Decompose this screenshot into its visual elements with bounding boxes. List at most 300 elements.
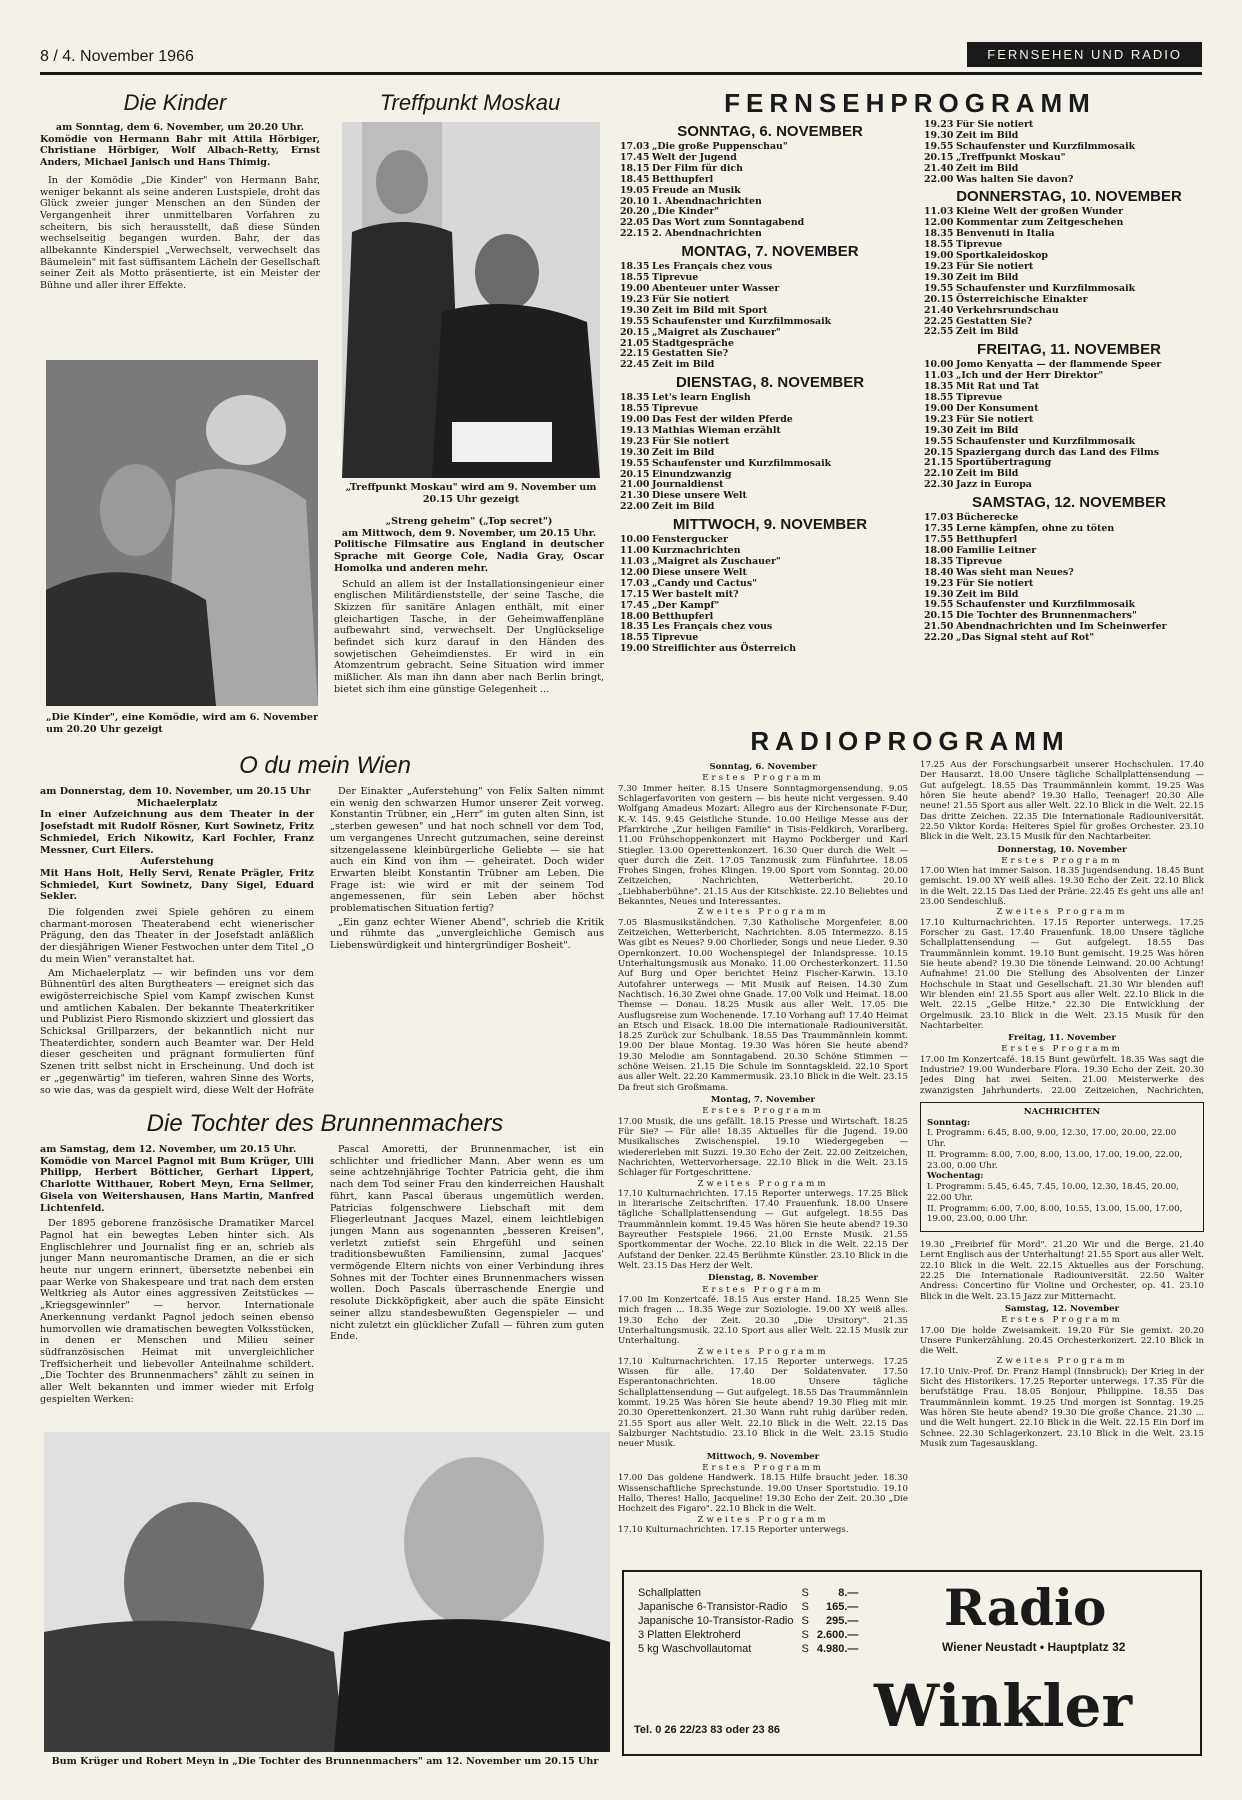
- wien-credits2: Mit Hans Holt, Helly Servi, Renate Prägler, Fritz Schmiedel, Kurt Sowinetz, Dany Sigel, Eduard Sekler.: [40, 867, 314, 903]
- tv-program-title: Tiprevue: [652, 632, 699, 644]
- tv-program-item: [620, 328, 920, 339]
- tv-program-time: 22.20: [924, 632, 954, 644]
- radio-program-text: 17.00 Im Konzertcafé. 18.15 Bunt gewürfelt. 18.35 Was sagt die Industrie? 19.00 Wunderbare Flora. 19.30 Echo der Zeit. 20.30 Jedes Ding hat zwei Seiten. 21.00 Meisterwerke des zwanzigsten Jahrhunderts. 22.00 Zeitzeichen, Nachrichten,: [920, 1054, 1204, 1096]
- tv-program-time: 21.00: [620, 479, 650, 491]
- tv-program-item: [924, 295, 1214, 306]
- tv-program-time: 11.03: [924, 370, 954, 382]
- die-kinder-caption: „Die Kinder", eine Komödie, wird am 6. November um 20.20 Uhr gezeigt: [46, 712, 318, 735]
- radio-column-1: [618, 760, 908, 1550]
- tv-program-time: 18.40: [924, 566, 954, 578]
- radio-program-label: Erstes Programm: [1001, 1044, 1123, 1055]
- tochter-dateline: am Samstag, dem 12. November, um 20.15 Uhr.: [40, 1144, 297, 1155]
- tv-program-time: 18.00: [924, 544, 954, 556]
- tv-program-time: 19.23: [620, 435, 650, 447]
- tv-program-time: 19.30: [924, 129, 954, 141]
- tv-program-time: 19.30: [924, 424, 954, 436]
- tv-program-item: [620, 317, 920, 328]
- radio-column-2: [920, 760, 1204, 1096]
- ad-row: 3 Platten Elektroherd S 2.600.—: [638, 1629, 859, 1641]
- tv-program-title: „Der Kampf": [652, 599, 720, 611]
- tv-program-time: 22.15: [620, 348, 650, 360]
- tv-program-item: [924, 175, 1214, 186]
- tv-program-title: Zeit im Bild: [956, 588, 1019, 600]
- tochter-article-col1: [40, 1144, 314, 1424]
- radio-program-text: 17.10 Kulturnachrichten. 17.15 Reporter unterwegs.: [618, 1524, 849, 1535]
- tochter-article-col2: [330, 1144, 604, 1424]
- tv-program-title: „Ich und der Herr Direktor": [956, 370, 1104, 382]
- tochter-photo: [44, 1432, 610, 1752]
- tv-program-time: 20.15: [924, 610, 954, 622]
- tv-program-time: 12.00: [924, 217, 954, 229]
- tv-program-title: Zeit im Bild mit Sport: [652, 304, 768, 316]
- tv-program-item: [924, 437, 1214, 448]
- tv-program-time: 18.15: [620, 162, 650, 174]
- tv-program-time: 21.15: [924, 457, 954, 469]
- tv-program-list: [924, 360, 1214, 491]
- ad-row: Japanische 10-Transistor-Radio S 295.—: [638, 1615, 859, 1627]
- radio-program-text: 17.00 Das goldene Handwerk. 18.15 Hilfe braucht jeder. 18.30 Wissenschaftliche Sprechstunde. 19.00 Unser Sportstudio. 19.10 Hallo, Theres! Hallo, Jacqueline! 19.30 Echo der Zeit. 20.30 „Die Hochzeit des Figaro". 22.10 Blick in die Welt.: [618, 1473, 908, 1515]
- tv-program-time: 18.35: [620, 392, 650, 404]
- treffpunkt-caption: „Treffpunkt Moskau" wird am 9. November um 20.15 Uhr gezeigt: [345, 482, 597, 505]
- radio-day-heading: Mittwoch, 9. November: [706, 1451, 820, 1462]
- tv-program-title: Streiflichter aus Österreich: [652, 643, 797, 655]
- radio-program-text: 17.00 Wien hat immer Saison. 18.35 Jugendsendung. 18.45 Bunt gemischt. 19.00 XY weiß alles. 19.30 Echo der Zeit. 22.10 Blick in die Welt. 22.15 Das Lied der Prärie. 22.45 Es geht uns alle an! 23.00 Sendeschluß.: [920, 866, 1204, 908]
- tv-program-title: Welt der Jugend: [652, 151, 737, 163]
- nachrichten-line: I. Programm: 6.45, 8.00, 9.00, 12.30, 17.00, 20.00, 22.00 Uhr.: [927, 1128, 1177, 1150]
- radio-program-label: Zweites Programm: [996, 1356, 1128, 1367]
- tv-program-title: Mit Rat und Tat: [956, 381, 1040, 393]
- tv-program-item: [924, 327, 1214, 338]
- tv-program-title: 1. Abendnachrichten: [652, 195, 762, 207]
- tv-program-time: 22.05: [620, 217, 650, 229]
- tv-program-time: 22.25: [924, 315, 954, 327]
- tv-program-title: Zeit im Bild: [956, 424, 1019, 436]
- tv-program-title: „Maigret als Zuschauer": [652, 326, 781, 338]
- tv-day-heading: DIENSTAG, 8. NOVEMBER: [675, 374, 865, 392]
- tv-program-title: Abendnachrichten und Im Scheinwerfer: [956, 621, 1167, 633]
- tv-program-time: 21.40: [924, 304, 954, 316]
- tv-program-title: Betthupferl: [652, 173, 714, 185]
- tv-program-time: 19.30: [924, 271, 954, 283]
- tv-program-title: Der Film für dich: [652, 162, 743, 174]
- tv-program-time: 19.55: [924, 140, 954, 152]
- tv-program-title: Zeit im Bild: [652, 359, 715, 371]
- tv-program-time: 17.35: [924, 523, 954, 535]
- tv-program-title: Der Konsument: [956, 402, 1039, 414]
- tv-column-2: [924, 120, 1214, 710]
- wien-dateline: am Donnerstag, dem 10. November, um 20.15 Uhr: [40, 786, 311, 797]
- nachrichten-line: I. Programm: 5.45, 6.45, 7.45, 10.00, 12.30, 18.45, 20.00, 22.00 Uhr.: [927, 1182, 1179, 1203]
- radio-program-label: Erstes Programm: [1001, 1315, 1123, 1326]
- radio-program-text: 17.10 Univ.-Prof. Dr. Franz Hampl (Innsbruck): Der Krieg in der Sicht des Historikers. 17.25 Reporter unterwegs. 17.35 Für die berufstätige Frau. 18.05 Bonjour, Philippine. 18.55 Das Traummännlein kommt. 19.25 Und morgen ist Sonntag. 19.25 Was hören Sie heute abend? 19.30 Die große Chance. 21.30 ... und die Welt hungert. 22.10 Blick in die Welt. 22.15 Ein Dorf im Schnee. 22.30 Schlagerkonzert. 23.10 Blick in die Welt. 23.15 Musik zum Tagesausklang.: [920, 1366, 1204, 1449]
- tv-program-title: Let's learn English: [652, 392, 751, 404]
- wien-sub1: Michaelerplatz: [136, 797, 218, 809]
- tv-program-item: [620, 229, 920, 240]
- nachrichten-line: II. Programm: 6.00, 7.00, 8.00, 10.55, 13.00, 15.00, 17.00, 19.00, 23.00, 0.00 Uhr.: [927, 1203, 1183, 1225]
- tv-program-item: [620, 590, 920, 601]
- tv-program-time: 19.00: [924, 402, 954, 414]
- radio-program-text: 17.00 Musik, die uns gefällt. 18.15 Presse und Wirtschaft. 18.25 Für Sie? — Für alle! 18.35 Aktuelles für die Jugend. 19.00 Musikalisches Zwischenspiel. 19.10 Wiedergegeben — wiedererleben mit Suzzi. 19.30 Echo der Zeit. 22.00 Zeitzeichen, Nachrichten, Wettervorhersage. 22.10 Blick in die Welt. 23.15 Schlager für Fortgeschrittene.: [618, 1116, 908, 1179]
- tv-program-title: Das Wort zum Sonntagabend: [652, 217, 805, 229]
- tv-program-title: Schaufenster und Kurzfilmmosaik: [956, 435, 1136, 447]
- treffpunkt-headline: Treffpunkt Moskau: [379, 90, 561, 115]
- tv-day-heading: SONNTAG, 6. NOVEMBER: [677, 123, 863, 140]
- radio-program-label: Zweites Programm: [697, 907, 829, 918]
- radio-program-text: 17.00 Im Konzertcafé. 18.15 Aus erster Hand. 18.25 Wenn Sie mich fragen ... 18.35 Wege zur Soziologie. 19.00 XY weiß alles. 19.30 Echo der Zeit. 20.30 „Die Ursitory". 21.35 Unterhaltungsmusik. 22.10 Sport aus aller Welt. 22.15 Musik zur Unterhaltung.: [618, 1294, 908, 1347]
- tv-program-title: „Candy und Cactus": [652, 577, 758, 589]
- tv-program-title: Familie Leitner: [956, 544, 1037, 556]
- treffpunkt-photo: [342, 122, 600, 478]
- tv-program-time: 22.45: [620, 359, 650, 371]
- tv-program-time: 20.15: [924, 446, 954, 458]
- radio-program-text: 19.30 „Freibrief für Mord". 21.20 Wir und die Berge. 21.40 Lernt Englisch aus der Unterhaltung! 21.55 Sport aus aller Welt. 22.10 Blick in die Welt. 22.15 Aktuelles aus der Forschung. 22.25 Die Internationale Radiouniversität. 22.50 Walter Andress: Concertino für Violine und Orchester, op. 41. 23.10 Blick in die Welt. 23.15 Jazz zur Mitternacht.: [920, 1240, 1204, 1302]
- die-kinder-dateline: am Sonntag, dem 6. November, um 20.20 Uhr.: [55, 122, 305, 133]
- radio-day-heading: Samstag, 12. November: [1004, 1303, 1120, 1314]
- die-kinder-credits: Komödie von Hermann Bahr mit Attila Hörbiger, Christiane Hörbiger, Wolf Albach-Retty, Ernst Anders, Michael Janisch und Hans Thimig.: [40, 133, 320, 169]
- tochter-body1: Der 1895 geborene französische Dramatiker Marcel Pagnol hat ein bewegtes Leben hinter sich. Als Englischlehrer und Journalist fing er an, schrieb als junger Mann neuromantische Dramen, an die er sich heute nur ungern erinnert, übersetzte nebenbei ein paar Werke von Shakespeare und trat nach dem ersten Weltkrieg als Autor eines aggressiven Zeitstückes — „Kriegsgewinnler" — hervor. Internationale Anerkennung verdankt Pagnol jedoch seinen ebenso humorvollen wie dramatischen bewegten Volksstücken, in denen er Menschen und Milieu seiner südfranzösischen Heimat mit unvergleichlicher Treffsicherheit und liebevoller Anteilnahme schildert. „Die Tochter des Brunnenmachers" zählt zu seinen in aller Welt bekannten und immer wieder mit Erfolg gespielten Werken:: [40, 1218, 314, 1405]
- tv-day-heading: FREITAG, 11. NOVEMBER: [977, 341, 1161, 359]
- tv-program-title: Schaufenster und Kurzfilmmosaik: [652, 315, 832, 327]
- tv-program-time: 18.55: [924, 392, 954, 404]
- tv-program-title: Zeit im Bild: [652, 446, 715, 458]
- tv-column-1: [620, 120, 920, 710]
- tv-program-title: Für Sie notiert: [956, 413, 1034, 425]
- tv-program-title: Journaldienst: [652, 479, 724, 491]
- radio-program-label: Erstes Programm: [702, 773, 824, 784]
- tv-program-item: [620, 502, 920, 513]
- tv-program-time: 19.00: [620, 643, 650, 655]
- tv-program-item: [924, 579, 1214, 590]
- tv-program-time: 18.35: [924, 381, 954, 393]
- tv-program-item: [924, 153, 1214, 164]
- radio-day-heading: Freitag, 11. November: [1008, 1033, 1116, 1044]
- tv-program-title: Jazz in Europa: [956, 479, 1032, 491]
- tv-program-time: 22.55: [924, 326, 954, 338]
- tv-program-list: [620, 393, 920, 513]
- header-rule: [40, 72, 1202, 75]
- tv-program-title: Diese unsere Welt: [652, 566, 747, 578]
- tv-program-time: 20.10: [620, 195, 650, 207]
- ad-brand-radio: Radio: [944, 1578, 1107, 1637]
- radio-program-text: 17.25 Aus der Forschungsarbeit unserer Hochschulen. 17.40 Der Hausarzt. 18.00 Unsere tägliche Schallplattensendung — Gut aufgelegt. 18.55 Das Traummännlein kommt. 19.25 Was hören Sie heute abend? 19.30 Hallo, Teenager! 20.30 Alle neune! 21.55 Sport aus aller Welt. 22.10 Blick in die Welt. 22.15 Das dritte Zeichen. 22.35 Die Internationale Radiouniversität. 22.50 Viktor Korda: Heiteres Spiel für großes Orchester. 23.10 Blick in die Welt. 23.15 Musik für den Nachtarbeiter.: [920, 760, 1204, 843]
- wien-sub2: Auferstehung: [140, 856, 214, 868]
- tv-program-time: 18.55: [620, 403, 650, 415]
- tv-program-title: Für Sie notiert: [652, 435, 730, 447]
- tochter-body2: Pascal Amoretti, der Brunnenmacher, ist ein schlichter und friedlicher Mann. Aber wenn es um seine achtzehnjährige Tochter Patricia geht, die ihm nach dem Tod seiner Frau den kinderreichen Haushalt führt, kann Pascal überaus ungemütlich werden. Patricias folgenschwere Liebschaft mit dem Fliegerleutnant Jacques Mazel, einem leichtlebigen jungen Mann aus sogenannten „besseren Kreisen", verletzt zutiefst sein Ehrgefühl und seinen traditionsbewußten Familiensinn, zumal Jacques' vermögende Eltern nichts von einer Verbindung ihres Sohnes mit der Tochter eines Brunnenmachers wissen wollen. Doch Pascals überraschende Energie und resolute Dickköpfigkeit, aber auch die späte Einsicht seiner allzu standesbewußten Gegenspieler — und nicht zuletzt ein glücklicher Zufall — führen zum guten Ende.: [330, 1144, 604, 1343]
- radio-program-text: 7.30 Immer heiter. 8.15 Unsere Sonntagmorgensendung. 9.05 Schlagerfavoriten von gestern — bis heute nicht vergessen. 9.40 Wolfgang Amadeus Mozart: Allegro aus der Kirchensonate F-Dur, K.-V. 145. 9.45 Geistliche Stunde. 10.00 Heilige Messe aus der Pfarrkirche „Zur heiligen Familie" in Tisis-Feldkirch, Vorarlberg. 11.00 Frühschoppenkonzert mit Haymo Pockberger und Karl Stiegler. 13.00 Operettenkonzert. 16.30 Quer durch die Welt — quer durch die Zeit. 17.05 Tanzmusik zum Fünfuhrtee. 18.05 Frohes Singen, frohes Klingen. 19.00 Sport vom Sonntag. 20.00 Zeitzeichen, Nachrichten, Wetterbericht. 20.10 „Liebhaberbühne". 21.15 Aus der Kitschkiste. 22.10 Beliebtes und Bekanntes, Neues und Interessantes.: [618, 783, 908, 908]
- tv-program-time: 18.35: [620, 261, 650, 273]
- tv-program-time: 20.20: [620, 206, 650, 218]
- tv-program-title: Tiprevue: [956, 239, 1003, 251]
- tv-program-time: 21.50: [924, 621, 954, 633]
- ad-address: Wiener Neustadt • Hauptplatz 32: [942, 1640, 1126, 1654]
- tv-program-time: 18.35: [620, 621, 650, 633]
- tv-program-title: Mathias Wieman erzählt: [652, 424, 781, 436]
- tv-program-title: Freude an Musik: [652, 184, 741, 196]
- tv-program-time: 22.10: [924, 468, 954, 480]
- tv-program-title: Zeit im Bild: [956, 468, 1019, 480]
- nachrichten-line: II. Programm: 8.00, 7.00, 8.00, 13.00, 17.00, 19.00, 22.00, 23.00, 0.00 Uhr.: [927, 1149, 1183, 1171]
- tv-program-item: [620, 175, 920, 186]
- radio-program-text: 17.10 Kulturnachrichten. 17.15 Reporter unterwegs. 17.25 Forscher zu Gast. 17.40 Frauenfunk. 18.00 Unsere tägliche Schallplattensendung — Gut aufgelegt. 18.55 Das Traummännlein kommt. 19.10 Bunt gemischt. 19.25 Was hören Sie heute abend? 19.30 Die tönende Leinwand. 20.00 Achtung! Aufnahme! 21.00 Die Stellung des Absolventen der Linzer Hochschule in Staat und Gesellschaft. 21.30 Wir blenden auf! Wir blenden ein! 21.55 Sport aus aller Welt. 22.10 Blick in die Welt. 22.15 „Gelbe Hitze." 22.30 Die Entwicklung der Orgelmusik. 23.10 Blick in die Welt. 23.15 Musik für den Nachtarbeiter.: [920, 917, 1204, 1031]
- tv-program-title: Bücherecke: [956, 512, 1019, 524]
- tv-program-time: 22.00: [924, 173, 954, 185]
- radio-day-heading: Donnerstag, 10. November: [997, 844, 1127, 855]
- treffpunkt-credits: Politische Filmsatire aus England in deutscher Sprache mit George Cole, Nadia Gray, Oscar Homolka und anderen mehr.: [334, 539, 604, 574]
- tochter-credits: Komödie von Marcel Pagnol mit Bum Krüger, Ulli Philipp, Herbert Bötticher, Gerhart Lippert, Charlotte Witthauer, Robert Meyn, Erna Sellmer, Gisela von Weitershausen, Hans Martin, Manfred Lichtenfeld.: [40, 1155, 314, 1214]
- tv-program-title: Was sieht man Neues?: [956, 566, 1074, 578]
- wien-article-col1: [40, 786, 314, 1096]
- tv-program-title: „Das Signal steht auf Rot": [956, 632, 1095, 644]
- treffpunkt-article: [334, 516, 604, 742]
- tv-program-time: 19.30: [620, 446, 650, 458]
- tv-program-title: Les Français chez vous: [652, 621, 773, 633]
- tv-program-title: Zeit im Bild: [956, 326, 1019, 338]
- radio-column-2b: [920, 1240, 1204, 1550]
- ad-phone: Tel. 0 26 22/23 83 oder 23 86: [634, 1724, 780, 1736]
- tv-program-time: 19.23: [924, 120, 954, 130]
- tv-program-time: 19.55: [924, 435, 954, 447]
- nachrichten-line: Wochentag:: [927, 1171, 984, 1182]
- tv-day-heading: MITTWOCH, 9. NOVEMBER: [672, 516, 868, 534]
- treffpunkt-body: Schuld an allem ist der Installationsingenieur einer englischen Militärdienststelle, der seine Tasche, die Skizzen für sanitäre Anlagen enthält, mit einer gleichartigen Tasche, in der Geheimwaffenpläne aufbewahrt sind, verwechselt. Der Unglückselige befindet sich kurz darauf in den Händen des sowjetischen Geheimdienstes. Er wird in ein Atomzentrum gebracht. Seine Situation wird immer mißlicher. Als man ihn dann aber nach Berlin bringt, bietet sich ihm eine günstige Gelegenheit ...: [334, 578, 604, 695]
- die-kinder-article: [40, 122, 320, 362]
- radio-program-text: 17.00 Die holde Zweisamkeit. 19.20 Für Sie gemixt. 20.20 Unsere Funkerzählung. 20.45 Orchesterkonzert. 22.10 Blick in die Welt.: [920, 1325, 1204, 1357]
- tv-program-time: 18.35: [924, 228, 954, 240]
- tv-program-title: Für Sie notiert: [956, 577, 1034, 589]
- tv-program-title: Sportkaleidoskop: [956, 250, 1048, 262]
- tv-program-title: Kommentar zum Zeitgeschehen: [956, 217, 1124, 229]
- tv-program-time: 19.30: [924, 588, 954, 600]
- radioprogramm-title: RADIOPROGRAMM: [750, 726, 1070, 756]
- wien-article-col2: [330, 786, 604, 1096]
- tv-program-title: Verkehrsrundschau: [956, 304, 1059, 316]
- tv-program-title: Zeit im Bild: [956, 271, 1019, 283]
- radio-program-label: Erstes Programm: [1001, 855, 1123, 866]
- tv-program-time: 19.55: [620, 457, 650, 469]
- tv-program-time: 20.15: [620, 326, 650, 338]
- tv-program-time: 10.00: [924, 359, 954, 371]
- tv-program-title: Jomo Kenyatta — der flammende Speer: [956, 359, 1162, 371]
- tv-program-item: [924, 480, 1214, 491]
- tv-program-list: [924, 513, 1214, 644]
- tv-program-time: 18.45: [620, 173, 650, 185]
- tv-program-title: „Die große Puppenschau": [652, 141, 788, 152]
- tv-program-title: Zeit im Bild: [956, 162, 1019, 174]
- tv-program-time: 19.00: [924, 250, 954, 262]
- tv-program-time: 19.00: [620, 414, 650, 426]
- tv-program-time: 19.23: [924, 260, 954, 272]
- tv-program-time: 17.03: [620, 141, 650, 152]
- tv-program-item: [924, 164, 1214, 175]
- tv-program-title: Les Français chez vous: [652, 261, 773, 273]
- tv-program-time: 10.00: [620, 534, 650, 546]
- tv-program-time: 17.45: [620, 151, 650, 163]
- tv-program-title: 2. Abendnachrichten: [652, 228, 762, 240]
- tv-program-time: 12.00: [620, 566, 650, 578]
- tv-program-title: Fenstergucker: [652, 534, 728, 546]
- nachrichten-line: Sonntag:: [927, 1117, 971, 1128]
- tv-program-time: 18.55: [620, 632, 650, 644]
- tv-program-title: Einundzwanzig: [652, 468, 732, 480]
- tv-program-title: Sportübertragung: [956, 457, 1052, 469]
- radio-program-label: Zweites Programm: [697, 1346, 829, 1357]
- tv-program-time: 11.03: [620, 556, 650, 567]
- radio-program-label: Erstes Programm: [702, 1106, 824, 1117]
- nachrichten-title: NACHRICHTEN: [1023, 1107, 1101, 1117]
- wien-body2: Am Michaelerplatz — wir befinden uns vor dem Bühnentürl des alten Burgtheaters — ereignet sich das ewigösterreichische Spiel vom Kampf zwischen Kunst und amtlichen Kabalen. Der bekannte Theaterkritiker und Publizist Piero Rismondo skizziert und glossiert das Schicksal Grillparzers, der bekanntlich nicht nur Theaterdichter, sondern auch Beamter war. Der Held dieser gescheiten und prägnant formulierten fünf Szenen tritt selbst nicht in Erscheinung. Und doch ist er „gegenwärtig" im tieferen, wahren Sinne des Worts, so wie das, was da gespielt wird, diese Welt der Hofräte: [40, 967, 314, 1096]
- tv-program-time: 17.03: [924, 512, 954, 524]
- tv-program-title: Gestatten Sie?: [652, 348, 729, 360]
- tv-program-time: 11.03: [924, 206, 954, 218]
- tv-program-title: Für Sie notiert: [956, 260, 1034, 272]
- tv-program-list: [924, 207, 1214, 338]
- wien-credits1: In einer Aufzeichnung aus dem Theater in der Josefstadt mit Rudolf Rösner, Kurt Sowinetz, Fritz Schmiedel, Erich Nikowitz, Karl Fochler, Franz Messner, Curt Eilers.: [40, 809, 314, 856]
- tv-program-time: 22.15: [620, 228, 650, 240]
- die-kinder-body: In der Komödie „Die Kinder" von Hermann Bahr, weniger bekannt als seine anderen Lustspiele, droht das Glück zweier junger Menschen an den Sünden der Vergangenheit ihrer unmittelbaren Vorfahren zu scheitern, bis sich herausstellt, daß diese Sünden wechselseitig begangen wurden. Bahr, der das allbekannte Kinderspiel „Verwechselt, verwechselt das Bäumelein" mit fast süffisantem Lächeln der Gesellschaft seiner Zeit als Motto präsentierte, ist ein Meister der Bühne und aller ihrer Effekte.: [40, 174, 320, 292]
- tv-program-item: [620, 601, 920, 612]
- tv-program-time: 19.55: [620, 315, 650, 327]
- tv-program-title: Kurznachrichten: [652, 545, 741, 557]
- tv-program-title: Schaufenster und Kurzfilmmosaik: [956, 599, 1136, 611]
- tv-program-title: Gestatten Sie?: [956, 315, 1033, 327]
- wien-body1: Die folgenden zwei Spiele gehören zu einem charmant-morosen Theaterabend echt wienerischer Prägung, den das Theater in der Josefstadt anläßlich der diesjährigen Wiener Festwochen unter dem Titel „O du mein Wien" veranstaltet hat.: [40, 907, 314, 965]
- tv-program-item: [620, 644, 920, 655]
- ad-price-table: [634, 1586, 862, 1656]
- tv-program-title: Schaufenster und Kurzfilmmosaik: [956, 140, 1136, 152]
- nachrichten-box: [920, 1102, 1204, 1232]
- die-kinder-headline: Die Kinder: [123, 90, 227, 115]
- tv-program-title: Diese unsere Welt: [652, 490, 747, 502]
- tv-program-title: „Treffpunkt Moskau": [956, 151, 1066, 163]
- tv-program-title: Wer bastelt mit?: [652, 588, 739, 600]
- radio-day-heading: Dienstag, 8. November: [708, 1273, 818, 1284]
- tv-program-title: Tiprevue: [956, 392, 1003, 404]
- tv-program-time: 20.15: [924, 293, 954, 305]
- tv-program-title: Spaziergang durch das Land des Films: [956, 446, 1160, 458]
- tv-program-list: [924, 120, 1214, 185]
- wien-body4: „Ein ganz echter Wiener Abend", schrieb die Kritik und rühmte das „unvergleichliche Gemisch aus Liebenswürdigkeit und hintergründiger Bosheit".: [330, 916, 604, 952]
- tv-program-item: [924, 306, 1214, 317]
- tv-program-time: 17.15: [620, 588, 650, 600]
- tv-program-title: Tiprevue: [652, 272, 699, 284]
- tv-program-time: 20.15: [620, 468, 650, 480]
- radio-winkler-ad: [622, 1570, 1202, 1756]
- tv-program-title: Schaufenster und Kurzfilmmosaik: [956, 282, 1136, 294]
- tochter-headline: Die Tochter des Brunnenmachers: [146, 1110, 504, 1137]
- radio-program-label: Erstes Programm: [702, 1284, 824, 1295]
- tv-program-time: 21.30: [620, 490, 650, 502]
- tv-program-time: 19.13: [620, 424, 650, 436]
- tv-program-item: [924, 568, 1214, 579]
- tv-program-time: 22.00: [620, 501, 650, 513]
- tv-program-title: Österreichische Einakter: [956, 293, 1088, 305]
- radio-program-text: 17.10 Kulturnachrichten. 17.15 Reporter unterwegs. 17.25 Wissen für alle. 17.40 Der Soldatenvater. 17.50 Esperantonachrichten. 18.00 Unsere tägliche Schallplattensendung — Gut aufgelegt. 18.55 Das Traummännlein kommt. 19.25 Was hören Sie heute abend? 19.30 Flieg mit mir. 20.30 Operettenkonzert. 21.30 Wann ruht ruhig darüber reden. 21.55 Sport aus aller Welt. 22.10 Blick in die Welt. 22.15 Das Salzburger Nachtstudio. 23.10 Blick in die Welt. 23.15 Studio neuer Musik.: [618, 1356, 908, 1450]
- tv-program-title: Das Fest der wilden Pferde: [652, 414, 793, 426]
- tv-program-time: 21.40: [924, 162, 954, 174]
- tv-program-title: Kleine Welt der großen Wunder: [956, 206, 1124, 218]
- tv-program-item: [620, 360, 920, 371]
- tv-program-item: [620, 186, 920, 197]
- ad-row: Japanische 6-Transistor-Radio S 165.—: [638, 1601, 859, 1613]
- tv-program-time: 19.05: [620, 184, 650, 196]
- tv-program-time: 18.55: [620, 272, 650, 284]
- tv-program-time: 19.23: [924, 577, 954, 589]
- tv-program-list: [620, 142, 920, 240]
- tv-day-heading: DONNERSTAG, 10. NOVEMBER: [956, 188, 1182, 206]
- tv-program-time: 18.55: [924, 239, 954, 251]
- radio-program-label: Erstes Programm: [702, 1462, 824, 1473]
- tv-program-title: „Die Kinder": [652, 206, 720, 218]
- tv-day-heading: MONTAG, 7. NOVEMBER: [681, 243, 859, 261]
- tv-program-item: [924, 633, 1214, 644]
- tv-program-time: 17.03: [620, 577, 650, 589]
- radio-program-text: 7.05 Blasmusikständchen. 7.30 Katholische Morgenfeier. 8.00 Zeitzeichen, Wetterbericht, Nachrichten. 8.05 Intermezzo. 8.15 Was gibt es Neues? 9.00 Chorlieder, Songs und neue Lieder. 9.30 Opernkonzert. 10.00 Wochenspiegel der Inlandspresse. 10.15 Unterhaltungsmusik aus Monako. 11.00 Orchesterkonzert. 11.50 Auf Burg und Oper berichtet Heinz Fischer-Karwin. 13.10 Autofahrer unterwegs — Mit Musik auf Reisen. 14.30 Zum Nachtisch. 16.30 Zwei ohne Gnade. 17.00 Volk und Heimat. 18.00 Themse — Donau. 18.25 Musik aus aller Welt. 17.05 Die Ausflugsreise zum Wochenende. 17.10 Vorhang auf! 17.40 Heimat an Etsch und Eisack. 18.00 Die internationale Radiouniversität. 18.25 Zurück zur Schulbank. 18.55 Das Traummännlein kommt. 19.00 Der blaue Montag. 19.30 Was hören Sie heute abend? 19.30 Melodie am Sonntagabend. 20.30 Schöne Stimmen — schöne Weisen. 21.15 Die Schule im Sonntagskleid. 22.10 Sport aus aller Welt. 22.20 Kammermusik. 23.10 Blick in die Welt. 23.15 Da freut sich Großmama.: [618, 917, 908, 1093]
- tv-program-title: Zeit im Bild: [652, 501, 715, 513]
- ad-brand-winkler: Winkler: [874, 1672, 1132, 1740]
- radio-program-label: Zweites Programm: [697, 1514, 829, 1525]
- tv-program-time: 19.30: [620, 304, 650, 316]
- radio-day-heading: Sonntag, 6. November: [709, 762, 817, 772]
- radio-program-label: Zweites Programm: [996, 907, 1128, 918]
- tv-program-title: Was halten Sie davon?: [956, 173, 1074, 185]
- tv-program-title: Schaufenster und Kurzfilmmosaik: [652, 457, 832, 469]
- tv-program-time: 22.30: [924, 479, 954, 491]
- treffpunkt-dateline: am Mittwoch, dem 9. November, um 20.15 Uhr.: [341, 527, 597, 539]
- tv-program-title: „Maigret als Zuschauer": [652, 556, 781, 567]
- tv-program-title: Betthupferl: [652, 610, 714, 622]
- tv-program-title: Stadtgespräche: [652, 337, 734, 349]
- tv-program-time: 19.23: [924, 413, 954, 425]
- tv-program-title: Zeit im Bild: [956, 129, 1019, 141]
- tv-program-list: [620, 262, 920, 371]
- wien-body3: Der Einakter „Auferstehung" von Felix Salten nimmt ein wenig den schwarzen Humor unserer Zeit vorweg. Konstantin Trübner, ein „Herr" im guten alten Sinn, ist „sterben gewesen" und hat noch schnell vor dem Tod, um vergangenes Unrecht gutzumachen, seine dereinst sitzengelassene kleinbürgerliche Geliebte — sie hat auch ein Kind von ihm — geheiratet. Doch wider Erwarten bleibt Konstantin Trübner am Leben. Die Frage ist: wie wird er mit der seinem Tod angemessenen, für sein Leben aber höchst problematischen Situation fertig?: [330, 786, 604, 915]
- page-header: 8 / 4. November 1966: [40, 48, 194, 65]
- tv-program-time: 19.55: [924, 599, 954, 611]
- tv-program-title: Benvenuti in Italia: [956, 228, 1055, 240]
- tv-program-title: Für Sie notiert: [956, 120, 1034, 130]
- tv-program-item: [620, 459, 920, 470]
- tv-program-time: 21.05: [620, 337, 650, 349]
- tv-program-time: 18.00: [620, 610, 650, 622]
- tv-program-time: 17.45: [620, 599, 650, 611]
- radio-program-text: 17.10 Kulturnachrichten. 17.15 Reporter unterwegs. 17.25 Blick in literarische Zeitschriften. 17.40 Frauenfunk. 18.00 Unsere tägliche Schallplattensendung — Gut aufgelegt. 18.55 Das Traummännlein kommt. 19.45 Was hören Sie heute abend? 19.30 Bayreuther Festspiele 1966. 21.00 Ernste Musik. 21.55 Sportkommentar der Woche. 22.10 Blick in die Welt. 22.15 Der Aufstand der Denker. 22.45 Berühmte Künstler. 23.10 Blick in die Welt. 23.15 Das Herz der Welt.: [618, 1188, 908, 1271]
- tv-program-time: 11.00: [620, 545, 650, 557]
- ad-row: Schallplatten S 8.—: [638, 1587, 859, 1599]
- tv-program-time: 20.15: [924, 151, 954, 163]
- tv-day-heading: SAMSTAG, 12. NOVEMBER: [972, 494, 1166, 512]
- tv-program-time: 19.23: [620, 293, 650, 305]
- tv-program-title: Lerne kämpfen, ohne zu töten: [956, 523, 1115, 535]
- o-du-mein-wien-headline: O du mein Wien: [239, 752, 411, 779]
- radio-day-heading: Montag, 7. November: [710, 1095, 816, 1105]
- tv-program-title: Für Sie notiert: [652, 293, 730, 305]
- tv-program-time: 17.55: [924, 534, 954, 545]
- ad-row: 5 kg Waschvollautomat S 4.980.—: [638, 1643, 859, 1655]
- tv-program-time: 19.00: [620, 282, 650, 294]
- tv-program-time: 19.55: [924, 282, 954, 294]
- treffpunkt-subhead: „Streng geheim" („Top secret"): [385, 516, 553, 527]
- tv-program-time: 18.35: [924, 555, 954, 567]
- tv-program-title: Abenteuer unter Wasser: [652, 282, 780, 294]
- tv-program-title: Tiprevue: [956, 555, 1003, 567]
- tv-program-title: Die Tochter des Brunnenmachers": [956, 610, 1137, 622]
- section-banner: FERNSEHEN UND RADIO: [967, 42, 1202, 67]
- die-kinder-photo: [46, 360, 318, 706]
- tv-program-list: [620, 535, 920, 655]
- fernsehprogramm-title: FERNSEHPROGRAMM: [724, 88, 1096, 118]
- tv-program-title: Tiprevue: [652, 403, 699, 415]
